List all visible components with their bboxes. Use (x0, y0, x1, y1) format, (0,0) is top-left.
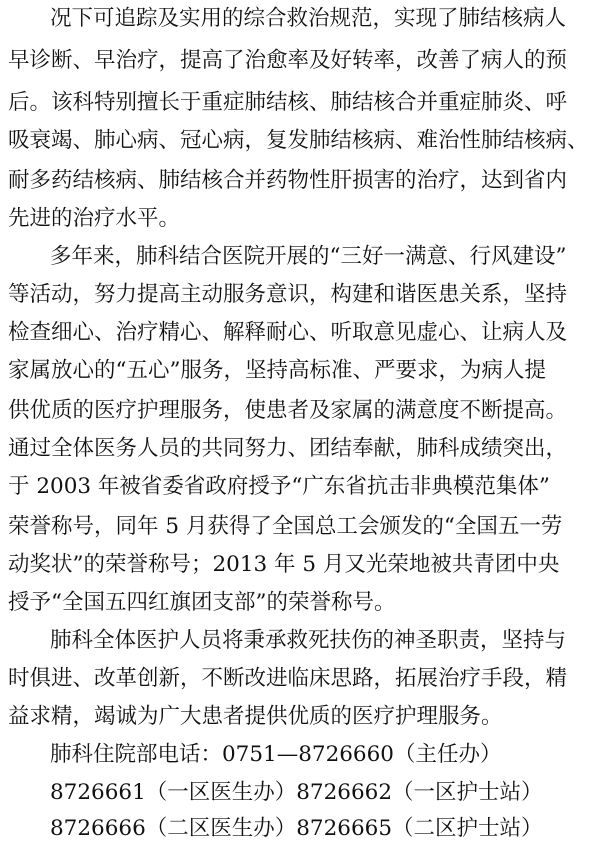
phone-line: 8726666（二区医生办）8726665（二区护士站） (50, 816, 543, 841)
text-line: 耐多药结核病、肺结核合并药物性肝损害的治疗，达到省内 (8, 168, 568, 193)
text-line: 动奖状”的荣誉称号；2013 年 5 月又光荣地被共青团中央 (8, 552, 560, 577)
text-line: 于 2003 年被省委省政府授予“广东省抗击非典模范集体” (8, 474, 550, 499)
text-line: 通过全体医务人员的共同努力、团结奉献，肺科成绩突出， (8, 436, 568, 461)
text-line: 吸衰竭、肺心病、冠心病，复发肺结核病、难治性肺结核病、 (8, 128, 589, 153)
text-line: 荣誉称号，同年 5 月获得了全国总工会颁发的“全国五一劳 (8, 514, 563, 539)
text-line: 益求精，竭诚为广大患者提供优质的医疗护理服务。 (8, 704, 503, 729)
phone-line: 肺科住院部电话：0751—8726660（主任办） (50, 742, 502, 767)
text-line: 供优质的医疗护理服务，使患者及家属的满意度不断提高。 (8, 398, 568, 423)
text-line: 授予“全国五四红旗团支部”的荣誉称号。 (8, 590, 396, 615)
paragraph-first-line: 多年来，肺科结合医院开展的“三好一满意、行风建设” (50, 244, 567, 269)
text-line: 家属放心的“五心”服务，坚持高标准、严要求，为病人提 (8, 358, 546, 383)
phone-line: 8726661（一区医生办）8726662（一区护士站） (50, 780, 543, 805)
text-line: 时俱进、改革创新，不断改进临床思路，拓展治疗手段，精 (8, 666, 568, 691)
paragraph-first-line: 肺科全体医护人员将秉承救死扶伤的神圣职责，坚持与 (50, 628, 567, 653)
text-line: 等活动，努力提高主动服务意识，构建和谐医患关系，坚持 (8, 282, 568, 307)
text-line: 早诊断、早治疗，提高了治愈率及好转率，改善了病人的预 (8, 48, 568, 73)
text-line: 况下可追踪及实用的综合救治规范，实现了肺结核病人 (50, 6, 567, 31)
text-line: 后。该科特别擅长于重症肺结核、肺结核合并重症肺炎、呼 (8, 90, 568, 115)
text-line: 先进的治疗水平。 (8, 206, 181, 231)
text-line: 检查细心、治疗精心、解释耐心、听取意见虚心、让病人及 (8, 320, 568, 345)
